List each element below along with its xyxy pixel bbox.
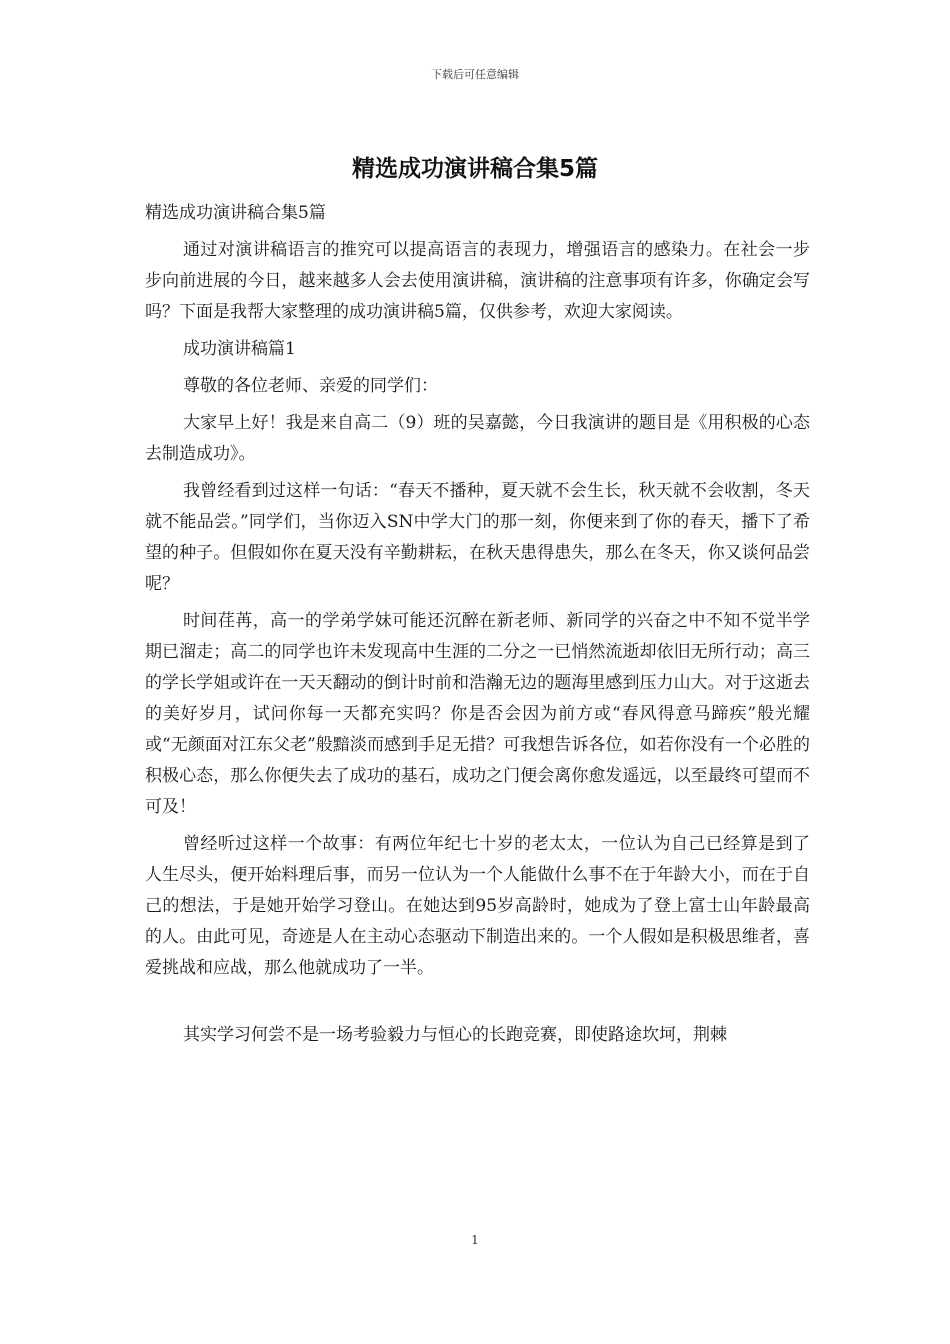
intro-paragraph: 通过对演讲稿语言的推究可以提高语言的表现力，增强语言的感染力。在社会一步步向前进展的今日，越来越多人会去使用演讲稿，演讲稿的注意事项有许多，你确定会写吗？下面是我帮大家整理的成功演讲稿5篇，仅供参考，欢迎大家阅读。	[145, 240, 810, 322]
body-paragraph: 其实学习何尝不是一场考验毅力与恒心的长跑竞赛，即使路途坎坷，荆棘	[183, 1025, 727, 1045]
salutation: 尊敬的各位老师、亲爱的同学们：	[183, 376, 438, 396]
page-number: 1	[471, 1233, 479, 1247]
body-paragraph: 我曾经看到过这样一句话：“春天不播种，夏天就不会生长，秋天就不会收割，冬天就不能品尝。”同学们，当你迈入SN中学大门的那一刻，你便来到了你的春天，播下了希望的种子。但假如你在夏天没有辛勤耕耘，在秋天患得患失，那么在冬天，你又谈何品尝呢？	[145, 481, 810, 594]
section-heading: 成功演讲稿篇1	[183, 339, 296, 359]
document-title: 精选成功演讲稿合集5篇	[351, 156, 598, 182]
subtitle-line: 精选成功演讲稿合集5篇	[145, 203, 326, 223]
page-header: 下载后可任意编辑	[431, 68, 519, 81]
body-paragraph: 时间荏苒，高一的学弟学妹可能还沉醉在新老师、新同学的兴奋之中不知不觉半学期已溜走；高二的同学也许未发现高中生涯的二分之一已悄然流逝却依旧无所行动；高三的学长学姐或许在一天天翻动的倒计时前和浩瀚无边的题海里感到压力山大。对于这逝去的美好岁月，试问你每一天都充实吗？你是否会因为前方或“春风得意马蹄疾”般光耀或“无颜面对江东父老”般黯淡而感到手足无措？可我想告诉各位，如若你没有一个必胜的积极心态，那么你便失去了成功的基石，成功之门便会离你愈发遥远，以至最终可望而不可及！	[145, 611, 810, 817]
body-paragraph: 大家早上好！我是来自高二（9）班的吴嘉懿，今日我演讲的题目是《用积极的心态去制造成功》。	[145, 413, 810, 464]
body-paragraph: 曾经听过这样一个故事：有两位年纪七十岁的老太太，一位认为自己已经算是到了人生尽头，便开始料理后事，而另一位认为一个人能做什么事不在于年龄大小，而在于自己的想法，于是她开始学习登山。在她达到95岁高龄时，她成为了登上富士山年龄最高的人。由此可见，奇迹是人在主动心态驱动下制造出来的。一个人假如是积极思维者，喜爱挑战和应战，那么他就成功了一半。	[145, 834, 810, 978]
document-body	[145, 198, 810, 1057]
